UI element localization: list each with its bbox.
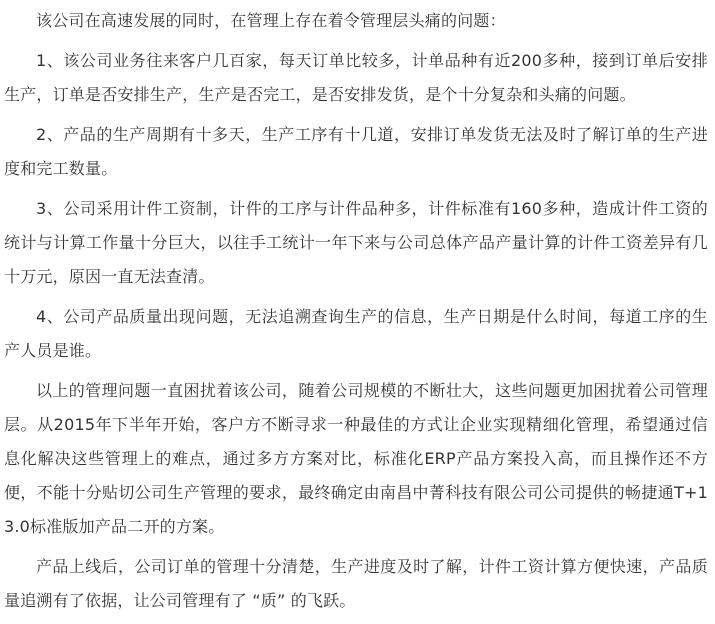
paragraph-issue-3: 3、公司采用计件工资制，计件的工序与计件品种多，计件标准有160多种，造成计件工资的统计与计算工作量十分巨大，以往手工统计一年下来与公司总体产品产量计算的计件工资差异有几十万元，原因一直无法查清。 [4,199,708,286]
paragraph-solution: 以上的管理问题一直困扰着该公司，随着公司规模的不断壮大，这些问题更加困扰着公司管理层。从2015年下半年开始，客户方不断寻求一种最佳的方式让企业实现精细化管理，希望通过信息化解决这些管理上的难点，通过多方方案对比，标准化ERP产品方案投入高，而且操作还不方便，不能十分贴切公司生产管理的要求，最终确定由南昌中菁科技有限公司公司提供的畅捷通T+13.0标准版加产品二开的方案。 [4,381,708,536]
paragraph-issue-1: 1、该公司业务往来客户几百家，每天订单比较多，计单品种有近200多种，接到订单后安排生产，订单是否安排生产，生产是否完工，是否安排发货，是个十分复杂和头痛的问题。 [4,51,708,104]
paragraph-issue-2: 2、产品的生产周期有十多天，生产工序有十几道，安排订单发货无法及时了解订单的生产进度和完工数量。 [4,125,708,178]
paragraph-result: 产品上线后，公司订单的管理十分清楚，生产进度及时了解，计件工资计算方便快速，产品质量追溯有了依据，让公司管理有了 “质” 的飞跃。 [4,557,708,610]
paragraph-issue-4: 4、公司产品质量出现问题，无法追溯查询生产的信息，生产日期是什么时间，每道工序的生产人员是谁。 [4,307,708,360]
article-body [4,0,708,624]
paragraph-intro: 该公司在高速发展的同时，在管理上存在着令管理层头痛的问题： [36,11,506,30]
